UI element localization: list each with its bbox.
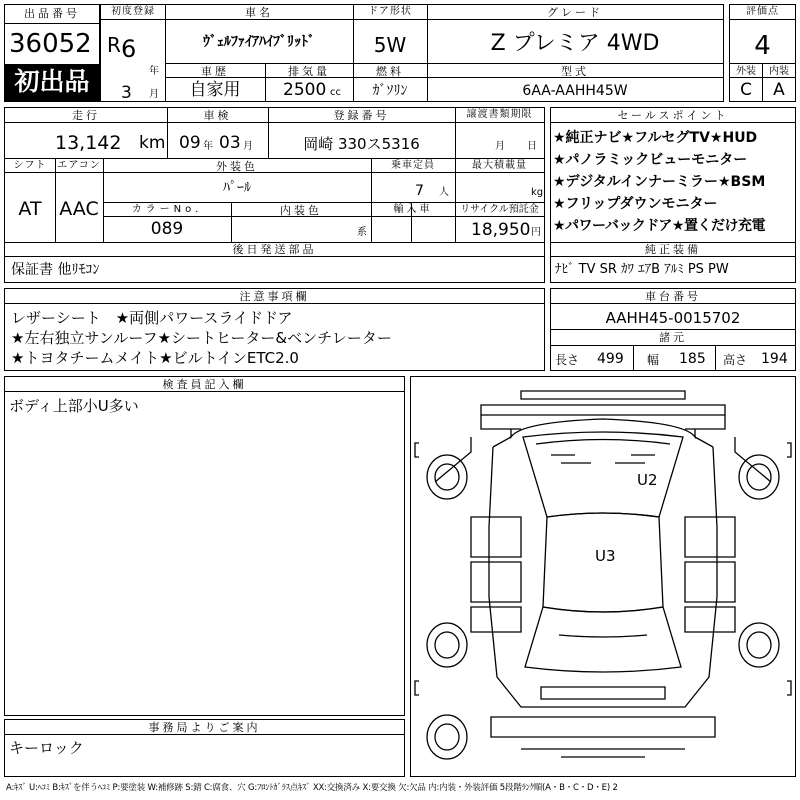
mileage: 13,142 — [55, 132, 122, 154]
lot-label: 出品番号 — [24, 7, 80, 20]
load-label: 最大積載量 — [472, 160, 527, 171]
score: 4 — [754, 31, 771, 61]
dims-label: 諸元 — [659, 331, 687, 344]
sales-point-1: ★純正ナビ★フルセグTV★HUD — [553, 130, 758, 146]
later-parts-label: 後日発送部品 — [232, 243, 317, 256]
interior-color-unit: 系 — [357, 227, 367, 238]
damage-mark-u2: U2 — [637, 471, 658, 489]
import-label: 輸入車 — [393, 204, 433, 215]
car-name: ｳﾞｪﾙﾌｧｲｱﾊｲﾌﾞﾘｯﾄﾞ — [203, 34, 315, 50]
office-note: キーロック — [9, 739, 84, 757]
recycle-unit: 円 — [531, 227, 541, 238]
inspection-year: 09 — [179, 133, 201, 153]
shift-label: シフト — [13, 160, 47, 171]
first-reg-month: 3 — [121, 83, 132, 103]
capacity-label: 乗車定員 — [391, 160, 435, 171]
length: 499 — [597, 351, 624, 367]
door-label: ドア形状 — [368, 6, 412, 17]
width-label: 幅 — [647, 353, 660, 367]
length-label: 長さ — [555, 353, 580, 367]
notes-box — [4, 288, 545, 371]
later-parts: 保証書 他ﾘﾓｺﾝ — [11, 262, 100, 278]
inspector-box — [4, 376, 405, 716]
recycle-label: リサイクル預託金 — [460, 204, 539, 215]
exterior-color: ﾊﾟｰﾙ — [223, 180, 251, 196]
width: 185 — [679, 351, 706, 367]
inspection-month-unit: 月 — [243, 141, 253, 152]
grade: Z プレミア 4WD — [490, 31, 660, 56]
sales-points-label: セールスポイント — [617, 109, 729, 122]
grade-label: グレード — [547, 6, 603, 19]
score-label: 評価点 — [746, 6, 779, 17]
mileage-label: 走行 — [72, 109, 100, 122]
office-box — [4, 719, 405, 777]
history: 自家用 — [189, 80, 241, 100]
car-diagram — [411, 377, 795, 776]
lot-number: 36052 — [9, 29, 92, 59]
ac: AAC — [59, 198, 99, 220]
displacement-unit: cc — [330, 87, 341, 98]
chassis-number: AAHH45-0015702 — [605, 309, 741, 327]
recycle-fee: 18,950 — [471, 220, 531, 240]
fuel-label: 燃料 — [376, 65, 404, 78]
chassis-label: 車台番号 — [645, 290, 701, 303]
model-label: 型式 — [561, 65, 589, 78]
first-reg-label: 初度登録 — [111, 6, 155, 17]
door-type: 5W — [373, 33, 407, 57]
vehicle-header — [100, 4, 724, 102]
displacement: 2500 — [283, 80, 327, 100]
first-reg-year: 6 — [121, 35, 137, 63]
transfer-month-unit: 月 — [495, 141, 505, 152]
transfer-deadline-label: 譲渡書類期限 — [466, 109, 533, 120]
inspection-month: 03 — [219, 133, 241, 153]
legend: A:ｷｽﾞ U:ﾍｺﾐ B:ｷｽﾞを伴うﾍｺﾐ P:要塗装 W:補修跡 S:錆 C:腐食、穴 G:ﾌﾛﾝﾄｶﾞﾗｽ点ｷｽﾞ XX:交換済み X:要交換 欠:欠品 内:内装・外装評価 5段階ﾗﾝｸ順(A・B・C・D・E) 2 — [6, 783, 618, 793]
interior-color-label: 内装色 — [280, 204, 322, 217]
year-unit: 年 — [149, 66, 159, 77]
interior-grade-label: 内装 — [769, 66, 789, 77]
exterior-grade: C — [740, 80, 752, 100]
sales-point-5: ★パワーバックドア★置くだけ充電 — [553, 218, 765, 234]
equipment: ﾅﾋﾞ TV SR ｶﾜ ｴｱB ｱﾙﾐ PS PW — [555, 262, 729, 277]
car-diagram-box — [410, 376, 796, 777]
sales-point-4: ★フリップダウンモニター — [553, 196, 718, 212]
inspection-label: 車検 — [203, 109, 232, 122]
load-unit: kg — [531, 187, 544, 198]
fuel: ｶﾞｿﾘﾝ — [372, 83, 408, 99]
color-no-label: カラーNo. — [131, 204, 203, 215]
lot-box — [4, 4, 100, 102]
plate-number: 岡崎 330ス5316 — [303, 135, 420, 153]
height-label: 高さ — [723, 353, 748, 367]
model-code: 6AA-AAHH45W — [522, 83, 628, 99]
office-label: 事務局よりご案内 — [148, 721, 261, 734]
notes-line-1: レザーシート ★両側パワースライドドア — [11, 309, 293, 327]
score-box — [729, 4, 796, 102]
inspection-year-unit: 年 — [203, 141, 213, 152]
capacity: 7 — [415, 183, 424, 199]
interior-grade: A — [773, 80, 785, 100]
exterior-grade-label: 外装 — [736, 66, 756, 77]
notes-line-3: ★トヨタチームメイト★ビルトインETC2.0 — [11, 349, 299, 367]
chassis-box — [550, 288, 796, 371]
transfer-day-unit: 日 — [527, 141, 537, 152]
sales-point-3: ★デジタルインナーミラー★BSM — [553, 174, 766, 190]
shift: AT — [18, 198, 42, 220]
height: 194 — [761, 351, 788, 367]
inspector-comment: ボディ上部小U多い — [9, 397, 139, 415]
first-listing-badge: 初出品 — [5, 64, 99, 101]
sales-points-box — [550, 107, 796, 283]
damage-mark-u3: U3 — [595, 547, 616, 565]
equipment-label: 純正装備 — [645, 243, 701, 256]
details-box — [4, 107, 545, 283]
sales-point-2: ★パノラミックビューモニター — [553, 152, 748, 168]
era: R — [107, 33, 121, 57]
capacity-unit: 人 — [439, 187, 449, 198]
exterior-color-label: 外装色 — [216, 160, 258, 173]
mileage-unit: km — [139, 133, 166, 153]
inspector-label: 検査員記入欄 — [162, 378, 247, 391]
month-unit: 月 — [149, 89, 159, 100]
plate-label: 登録番号 — [333, 109, 390, 122]
displacement-label: 排気量 — [288, 65, 330, 78]
history-label: 車歴 — [201, 65, 229, 78]
car-name-label: 車名 — [245, 6, 273, 19]
notes-line-2: ★左右独立サンルーフ★シートヒーター&ベンチレーター — [11, 329, 392, 347]
notes-label: 注意事項欄 — [239, 290, 310, 303]
ac-label: エアコン — [57, 160, 101, 171]
color-no: 089 — [150, 219, 184, 239]
